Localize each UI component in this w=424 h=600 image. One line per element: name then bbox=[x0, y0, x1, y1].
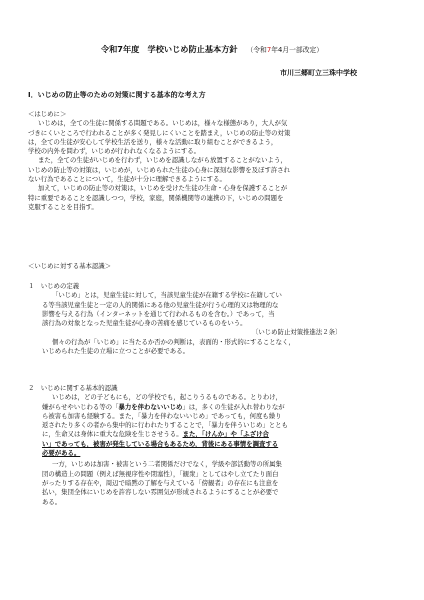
group-line: 一方，いじめは加害・被害という二者関係だけでなく，学級や部活動等の所属集 bbox=[52, 460, 282, 469]
definition-line: 該行為の対象となった児童生徒が心身の苦痛を感じているものをいう。 bbox=[42, 319, 247, 328]
title-main: 令和7年度 学校いじめ防止基本方針 bbox=[100, 44, 238, 54]
emphasis-span: 暴力を伴わないいじめ bbox=[118, 402, 183, 411]
recognition-line-underlined: 必要がある。 bbox=[42, 449, 81, 458]
intro-line: いじめの防止等の対策は，いじめが，いじめられた生徒の心身に深刻な影響を及ぼす許され bbox=[28, 165, 291, 174]
intro-line: づきにくいところで行われることが多く発見しにくいことを踏まえ，いじめの防止等の対策 bbox=[28, 128, 291, 137]
underlined-span: また，「けんか」や「ふざけ合 bbox=[182, 430, 269, 439]
recognition-line bbox=[42, 403, 424, 412]
basic-recognition-label: ＜いじめに対する基本認識＞ bbox=[28, 262, 112, 270]
intro-line: 加えて，いじめの防止等の対策は，いじめを受けた生徒の生命・心身を保護することが bbox=[38, 184, 288, 193]
intro-line: また，全ての生徒がいじめを行わず，いじめを認識しながら放置することがないよう， bbox=[38, 156, 287, 165]
section-1-heading: Ⅰ．いじめの防止等のための対策に関する基本的な考え方 bbox=[28, 91, 206, 99]
item-2 bbox=[0, 384, 424, 507]
recognition-line: ら被害も加害も経験する。また，「暴力を伴わないいじめ」であっても，何度も繰り bbox=[42, 411, 282, 420]
group-line: 団の構造上の問題（例えば無視序性や閉塞性），「観衆」としてはやし立てたり面白 bbox=[42, 469, 279, 478]
definition-line: る等当該児童生徒と一定の人的関係にある他の児童生徒が行う心理的又は物理的な bbox=[42, 300, 279, 309]
text-span: 」は，多くの生徒が入れ替わりなが bbox=[182, 402, 285, 411]
recognition-line: 返されたり多くの者から集中的に行われたりすることで，「暴力を伴ういじめ」ととも bbox=[42, 421, 288, 430]
intro-line: 克服することを目指す。 bbox=[28, 202, 98, 211]
intro-label: ＜はじめに＞ bbox=[28, 110, 67, 118]
definition-line: 影響を与える行為（インターネットを通じて行われるものを含む。）であって，当 bbox=[42, 309, 275, 318]
revision-year: 7 bbox=[266, 46, 272, 54]
section-1 bbox=[0, 91, 424, 100]
judgement-line: 個々の行為が「いじめ」に当たるか否かの判断は，表面的・形式的にすることなく， bbox=[52, 337, 295, 346]
intro-line: いじめは，全ての生徒に関係する問題である。いじめは，様々な様態があり，大人が気 bbox=[38, 119, 288, 128]
recognition-line bbox=[42, 430, 424, 439]
intro-line: 学校の内外を問わず，いじめが行われなくなるようにする。 bbox=[28, 147, 201, 156]
recognition-line-underlined: い」であっても，被害が発生している場合もあるため，背後にある事情を調査する bbox=[42, 439, 279, 448]
law-citation: 〔いじめ防止対策推進法２条〕 bbox=[252, 328, 342, 337]
intro-line: 特に重要であることを認識しつつ，学校，家庭，関係機関等の連携の下，いじめの問題を bbox=[28, 193, 284, 202]
school-name: 市川三郷町立三珠中学校 bbox=[280, 69, 357, 77]
recognition-line: いじめは，どの子どもにも，どの学校でも，起こりうるものである。とりわけ， bbox=[52, 393, 282, 402]
item-1-heading: １ いじめの定義 bbox=[28, 282, 80, 290]
item-2-heading: ２ いじめに関する基本的認識 bbox=[28, 384, 118, 392]
revision-close: 年4月一部改定） bbox=[271, 46, 324, 54]
judgement-line: いじめられた生徒の立場に立つことが必要である。 bbox=[42, 347, 189, 356]
item-1 bbox=[0, 282, 424, 356]
revision-note bbox=[246, 46, 323, 54]
group-line: ある。 bbox=[42, 497, 62, 506]
group-line: 払い，集団全体にいじめを許容しない雰囲気が形成されるようにすることが必要で bbox=[42, 488, 279, 497]
text-span: に，生命又は身体に重大な危険を生じさせうる。 bbox=[42, 430, 183, 439]
definition-line: 「いじめ」とは，児童生徒に対して，当該児童生徒が在籍する学校に在籍してい bbox=[52, 291, 282, 300]
intro-line: は，全ての生徒が安心して学校生活を送り，様々な活動に取り組むことができるよう， bbox=[28, 137, 278, 146]
document-title bbox=[0, 44, 424, 55]
intro-line: ない行為であることについて，生徒が十分に理解できるようにする。 bbox=[28, 175, 226, 184]
text-span: 嫌がらせやいじわる等の「 bbox=[42, 402, 119, 411]
basic-recognition-label-block bbox=[0, 262, 424, 271]
group-line: がったりする存在や，周辺で暗黙の了解を与えている「傍観者」の存在にも注意を bbox=[42, 478, 279, 487]
intro-block bbox=[0, 110, 424, 212]
revision-open: （令和 bbox=[246, 46, 267, 54]
